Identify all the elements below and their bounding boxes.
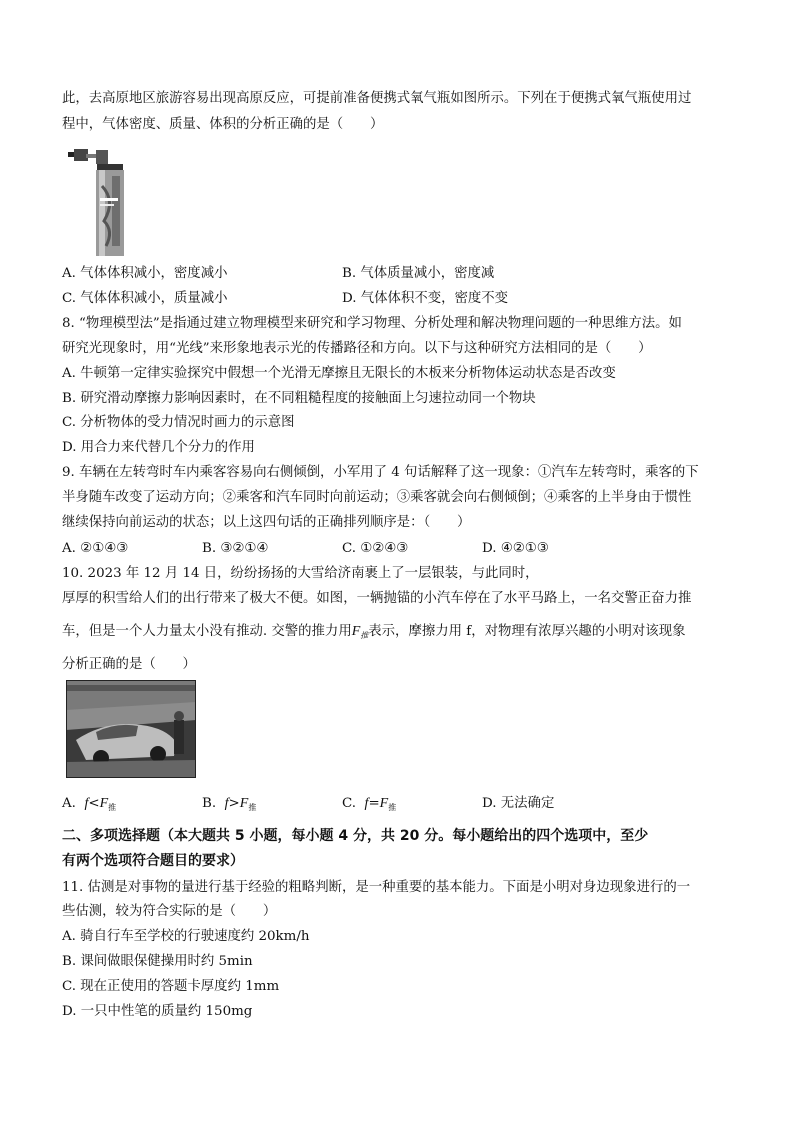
q11-option-b[interactable]: B. 课间做眼保健操用时约 5min: [62, 954, 253, 969]
q8-stem-line1: 8. “物理模型法”是指通过建立物理模型来研究和学习物理、分析处理和解决物理问题的一种思维方法。如: [62, 316, 682, 331]
q8-stem-line2: 研究光现象时，用“光线”来形象地表示光的传播路径和方向。以下与这种研究方法相同的是（ ）: [62, 341, 652, 356]
q7-option-a[interactable]: A. 气体体积减小，密度减小: [62, 266, 228, 281]
q10-stem-line3-text-a: 车，但是一个人力量太小没有推动. 交警的推力用: [62, 624, 352, 639]
q7-option-c[interactable]: C. 气体体积减小，质量减小: [62, 291, 228, 306]
q10-stem-line2: 厚厚的积雪给人们的出行带来了极大不便。如图，一辆抛锚的小汽车停在了水平马路上，一名交警正奋力推: [62, 591, 692, 606]
q9-option-d[interactable]: D. ④②①③: [482, 541, 549, 556]
q11-option-c[interactable]: C. 现在正使用的答题卡厚度约 1mm: [62, 979, 280, 994]
oxygen-bottle-image: [66, 146, 124, 256]
q9-stem-line3: 继续保持向前运动的状态；以上这四句话的正确排列顺序是：（ ）: [62, 515, 471, 530]
q9-option-a[interactable]: A. ②①④③: [62, 541, 129, 556]
q8-option-c[interactable]: C. 分析物体的受力情况时画力的示意图: [62, 415, 295, 430]
q11-option-d[interactable]: D. 一只中性笔的质量约 150mg: [62, 1004, 253, 1019]
q9-stem-line2: 半身随车改变了运动方向；②乘客和汽车同时向前运动；③乘客就会向右侧倾倒；④乘客的上半身由于惯性: [62, 490, 692, 505]
q7-stem-line2: 程中，气体密度、质量、体积的分析正确的是（ ）: [62, 117, 384, 132]
q7-option-d[interactable]: D. 气体体积不变，密度不变: [342, 291, 509, 306]
q10-option-d[interactable]: D. 无法确定: [482, 796, 555, 811]
q9-option-c[interactable]: C. ①②④③: [342, 541, 409, 556]
push-force-symbol: $F_推$: [351, 624, 369, 640]
q11-stem-line2: 些估测，较为符合实际的是（ ）: [62, 904, 277, 919]
q8-option-a[interactable]: A. 牛顿第一定律实验探究中假想一个光滑无摩擦且无限长的木板来分析物体运动状态是否改变: [62, 366, 616, 381]
q10-stem-line4: 分析正确的是（ ）: [62, 657, 196, 672]
q11-option-a[interactable]: A. 骑自行车至学校的行驶速度约 20km/h: [62, 929, 310, 944]
q8-option-b[interactable]: B. 研究滑动摩擦力影响因素时，在不同粗糙程度的接触面上匀速拉动同一个物块: [62, 391, 536, 406]
q10-stem-line1: 10. 2023 年 12 月 14 日，纷纷扬扬的大雪给济南裹上了一层银装，与此同时，: [62, 566, 539, 581]
section-heading-line1: 二、多项选择题（本大题共 5 小题，每小题 4 分，共 20 分。每小题给出的四个选项中，至少: [62, 828, 649, 844]
q10-stem-line3-text-b: 表示，摩擦力用 f，对物理有浓厚兴趣的小明对该现象: [368, 624, 686, 639]
q10-stem-line3: [62, 623, 685, 645]
q10-option-c[interactable]: C. $f=F_推$: [342, 796, 397, 812]
q8-option-d[interactable]: D. 用合力来代替几个分力的作用: [62, 440, 255, 455]
q9-option-b[interactable]: B. ③②①④: [202, 541, 269, 556]
section-heading-line2: 有两个选项符合题目的要求）: [62, 853, 244, 869]
q7-option-b[interactable]: B. 气体质量减小，密度减: [342, 266, 495, 281]
q11-stem-line1: 11. 估测是对事物的量进行基于经验的粗略判断，是一种重要的基本能力。下面是小明对身边现象进行的一: [62, 880, 691, 895]
q9-stem-line1: 9. 车辆在左转弯时车内乘客容易向右侧倾倒，小军用了 4 句话解释了这一现象：①汽车左转弯时，乘客的下: [62, 465, 699, 480]
q7-stem-line1: 此，去高原地区旅游容易出现高原反应，可提前准备便携式氧气瓶如图所示。下列在于便携式氧气瓶使用过: [62, 91, 692, 106]
q10-option-b[interactable]: B. $f>F_推$: [202, 796, 257, 812]
car-pushing-image: [66, 680, 196, 778]
q10-option-a[interactable]: A. $f<F_推$: [62, 796, 117, 812]
